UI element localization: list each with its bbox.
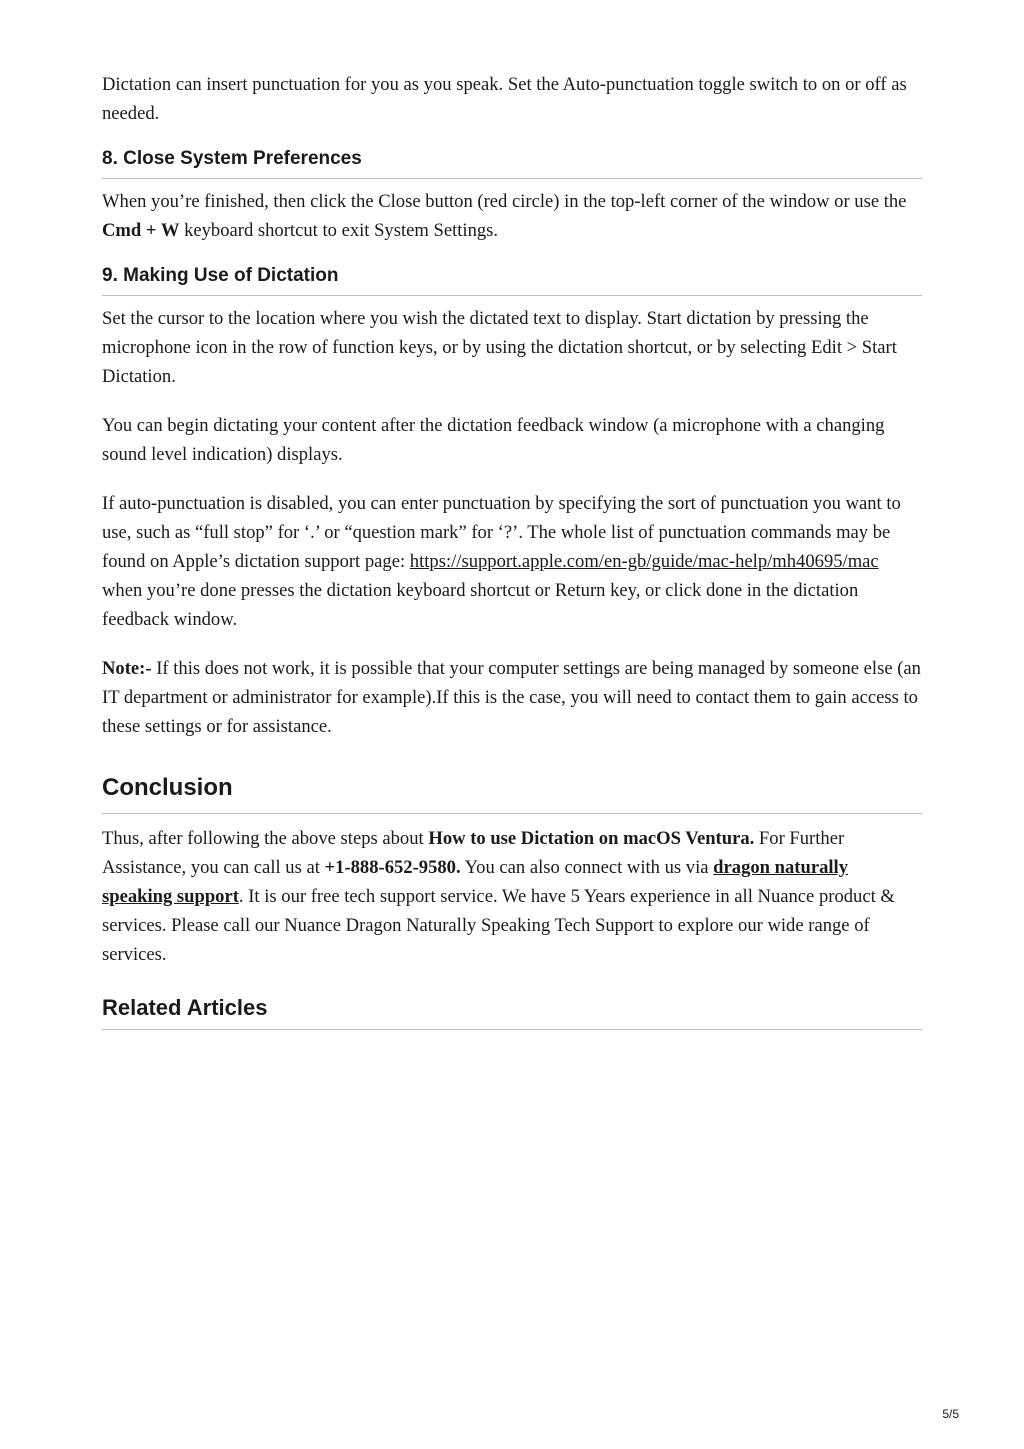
phone-number: +1-888-652-9580. <box>324 857 461 878</box>
related-articles-heading: Related Articles <box>102 995 922 1030</box>
step-9-paragraph-3: If auto-punctuation is disabled, you can enter punctuation by specifying the sort of punctuation you want to use, such as “full stop” for ‘.’ or “question mark” for ‘?’. The whole list of punctuation commands may be found on Apple’s dictation support page: https://support.apple.com/en-gb/guide/mac-help/mh40695/mac when you’re done presses the dictation keyboard shortcut or Return key, or click done in the dictation feedback window. <box>102 493 901 630</box>
page-number: 5/5 <box>942 1407 959 1421</box>
intro-paragraph: Dictation can insert punctuation for you as you speak. Set the Auto-punctuation toggle switch to on or off as needed. <box>102 74 907 124</box>
step-8-paragraph: When you’re finished, then click the Close button (red circle) in the top-left corner of the window or use the Cmd + W keyboard shortcut to exit System Settings. <box>102 191 907 241</box>
note-paragraph: Note:- If this does not work, it is possible that your computer settings are being managed by someone else (an IT department or administrator for example).If this is the case, you will need to contact them to gain access to these settings or for assistance. <box>102 658 921 737</box>
document-page <box>102 70 922 1038</box>
note-label: Note:- <box>102 658 152 679</box>
dragon-support-link[interactable]: dragon naturally speaking support <box>102 857 848 907</box>
step-9-heading: 9. Making Use of Dictation <box>102 265 922 296</box>
step-9-paragraph-1: Set the cursor to the location where you wish the dictated text to display. Start dictation by pressing the microphone icon in the row of function keys, or by using the dictation shortcut, or by selecting Edit > Start Dictation. <box>102 308 897 387</box>
step-9-paragraph-2: You can begin dictating your content after the dictation feedback window (a microphone with a changing sound level indication) displays. <box>102 415 885 465</box>
shortcut-text: Cmd + W <box>102 220 180 241</box>
step-8-heading: 8. Close System Preferences <box>102 148 922 179</box>
conclusion-heading: Conclusion <box>102 773 922 814</box>
conclusion-paragraph: Thus, after following the above steps about How to use Dictation on macOS Ventura. For Further Assistance, you can call us at +1-888-652-9580. You can also connect with us via dragon naturally speaking support. It is our free tech support service. We have 5 Years experience in all Nuance product & services. Please call our Nuance Dragon Naturally Speaking Tech Support to explore our wide range of services. <box>102 828 895 965</box>
apple-support-link[interactable]: https://support.apple.com/en-gb/guide/mac-help/mh40695/mac <box>409 551 879 572</box>
